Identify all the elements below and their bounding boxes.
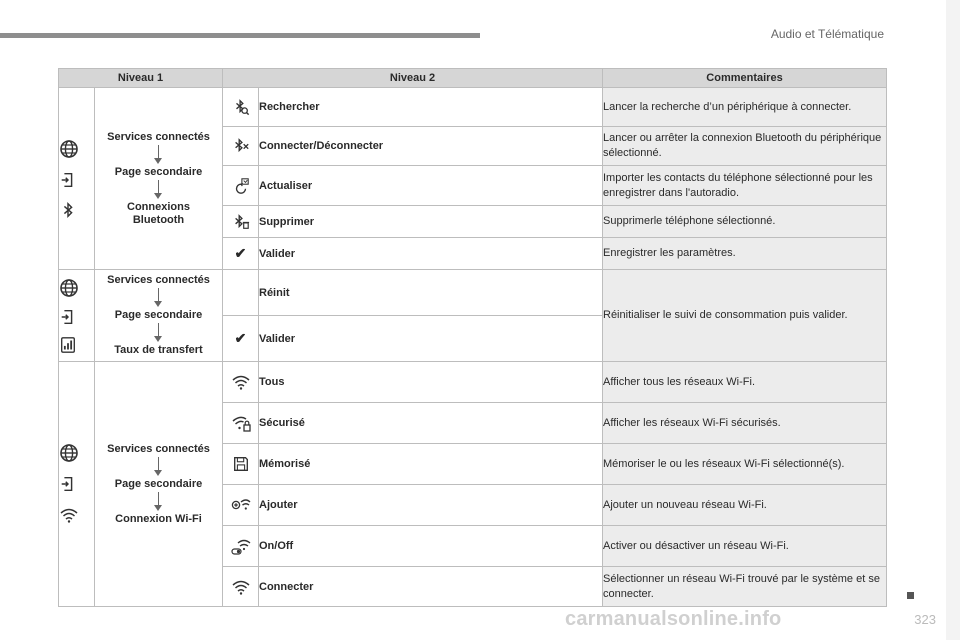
comment-cell: Enregistrer les paramètres. xyxy=(603,238,887,270)
globe-icon xyxy=(59,139,94,159)
comment-cell: Lancer ou arrêter la connexion Bluetooth du périphérique sélectionné. xyxy=(603,127,887,166)
l2-icon-cell xyxy=(223,88,259,127)
secondary-page-icon xyxy=(59,171,94,189)
level2-label: Supprimer xyxy=(259,206,603,238)
page-number: 323 xyxy=(914,612,936,627)
l2-icon-cell xyxy=(223,270,259,316)
level2-label: Valider xyxy=(259,238,603,270)
table-row xyxy=(59,270,887,316)
header-comments: Commentaires xyxy=(603,69,887,88)
path-step-1: Services connectés xyxy=(107,130,210,143)
side-strip xyxy=(946,0,960,640)
check-icon: ✔ xyxy=(234,245,247,261)
comment-cell: Lancer la recherche d’un périphérique à connecter. xyxy=(603,88,887,127)
section-title: Audio et Télématique xyxy=(770,27,884,41)
l2-icon-cell xyxy=(223,206,259,238)
comment-cell: Importer les contacts du téléphone sélectionné pour les enregistrer dans l'autoradio. xyxy=(603,166,887,206)
comment-cell: Activer ou désactiver un réseau Wi-Fi. xyxy=(603,526,887,567)
comment-cell: Mémoriser le ou les réseaux Wi-Fi sélectionné(s). xyxy=(603,444,887,485)
section-marker xyxy=(907,592,914,599)
comment-cell: Ajouter un nouveau réseau Wi-Fi. xyxy=(603,485,887,526)
l2-icon-cell xyxy=(223,166,259,206)
l2-icon-cell xyxy=(223,238,259,270)
l2-icon-cell xyxy=(223,316,259,362)
comment-cell: Réinitialiser le suivi de consommation puis valider. xyxy=(603,270,887,362)
wifi-add-icon xyxy=(223,495,258,515)
level2-label: Ajouter xyxy=(259,485,603,526)
check-icon: ✔ xyxy=(234,330,247,346)
path-step-2: Page secondaire xyxy=(114,309,203,321)
comment-cell: Supprimerle téléphone sélectionné. xyxy=(603,206,887,238)
level1-icons xyxy=(59,362,95,607)
path-step-3: Connexions Bluetooth xyxy=(127,200,190,226)
bluetooth-delete-icon xyxy=(223,213,258,231)
globe-icon xyxy=(59,278,94,298)
bluetooth-icon xyxy=(59,201,94,219)
level2-label: Connecter xyxy=(259,567,603,607)
wifi-toggle-icon xyxy=(223,536,258,556)
path-step-3: Taux de transfert xyxy=(114,344,203,356)
l2-icon-cell xyxy=(223,526,259,567)
wifi-icon xyxy=(223,372,258,392)
level1-path xyxy=(95,270,223,362)
save-icon xyxy=(223,455,258,473)
path-step-3: Connexion Wi-Fi xyxy=(115,512,202,525)
table-row xyxy=(59,362,887,403)
level2-label: Tous xyxy=(259,362,603,403)
path-step-2: Page secondaire xyxy=(114,477,203,490)
header-bar xyxy=(0,33,480,38)
wifi-lock-icon xyxy=(223,413,258,433)
l2-icon-cell xyxy=(223,127,259,166)
header-level1: Niveau 1 xyxy=(59,69,223,88)
level2-label: Rechercher xyxy=(259,88,603,127)
path-step-2: Page secondaire xyxy=(114,165,203,178)
refresh-contacts-icon xyxy=(223,177,258,195)
down-arrow-icon xyxy=(154,145,164,165)
level2-label: Connecter/Déconnecter xyxy=(259,127,603,166)
bluetooth-disconnect-icon xyxy=(223,137,258,155)
l2-icon-cell xyxy=(223,362,259,403)
comment-cell: Sélectionner un réseau Wi-Fi trouvé par le système et se connecter. xyxy=(603,567,887,607)
level2-label: Sécurisé xyxy=(259,403,603,444)
table-header-row xyxy=(59,69,887,88)
level2-label: Réinit xyxy=(259,270,603,316)
secondary-page-icon xyxy=(59,475,94,493)
level2-label: Mémorisé xyxy=(259,444,603,485)
header-level2: Niveau 2 xyxy=(223,69,603,88)
comment-cell: Afficher les réseaux Wi-Fi sécurisés. xyxy=(603,403,887,444)
l2-icon-cell xyxy=(223,444,259,485)
path-step-1: Services connectés xyxy=(107,274,210,286)
l2-icon-cell xyxy=(223,567,259,607)
table-row xyxy=(59,88,887,127)
down-arrow-icon xyxy=(154,180,164,200)
down-arrow-icon xyxy=(154,288,164,308)
level1-icons xyxy=(59,270,95,362)
wifi-icon xyxy=(59,505,94,525)
comment-cell: Afficher tous les réseaux Wi-Fi. xyxy=(603,362,887,403)
level2-label: Valider xyxy=(259,316,603,362)
l2-icon-cell xyxy=(223,485,259,526)
level2-label: On/Off xyxy=(259,526,603,567)
down-arrow-icon xyxy=(154,323,164,343)
down-arrow-icon xyxy=(154,457,164,477)
watermark: carmanualsonline.info xyxy=(565,608,782,630)
level1-icons xyxy=(59,88,95,270)
level1-path xyxy=(95,88,223,270)
down-arrow-icon xyxy=(154,492,164,512)
globe-icon xyxy=(59,443,94,463)
menu-table xyxy=(58,68,887,607)
bluetooth-search-icon xyxy=(223,98,258,116)
secondary-page-icon xyxy=(59,308,94,326)
wifi-icon xyxy=(223,577,258,597)
data-usage-icon xyxy=(59,336,94,354)
level2-label: Actualiser xyxy=(259,166,603,206)
l2-icon-cell xyxy=(223,403,259,444)
path-step-1: Services connectés xyxy=(107,442,210,455)
level1-path xyxy=(95,362,223,607)
